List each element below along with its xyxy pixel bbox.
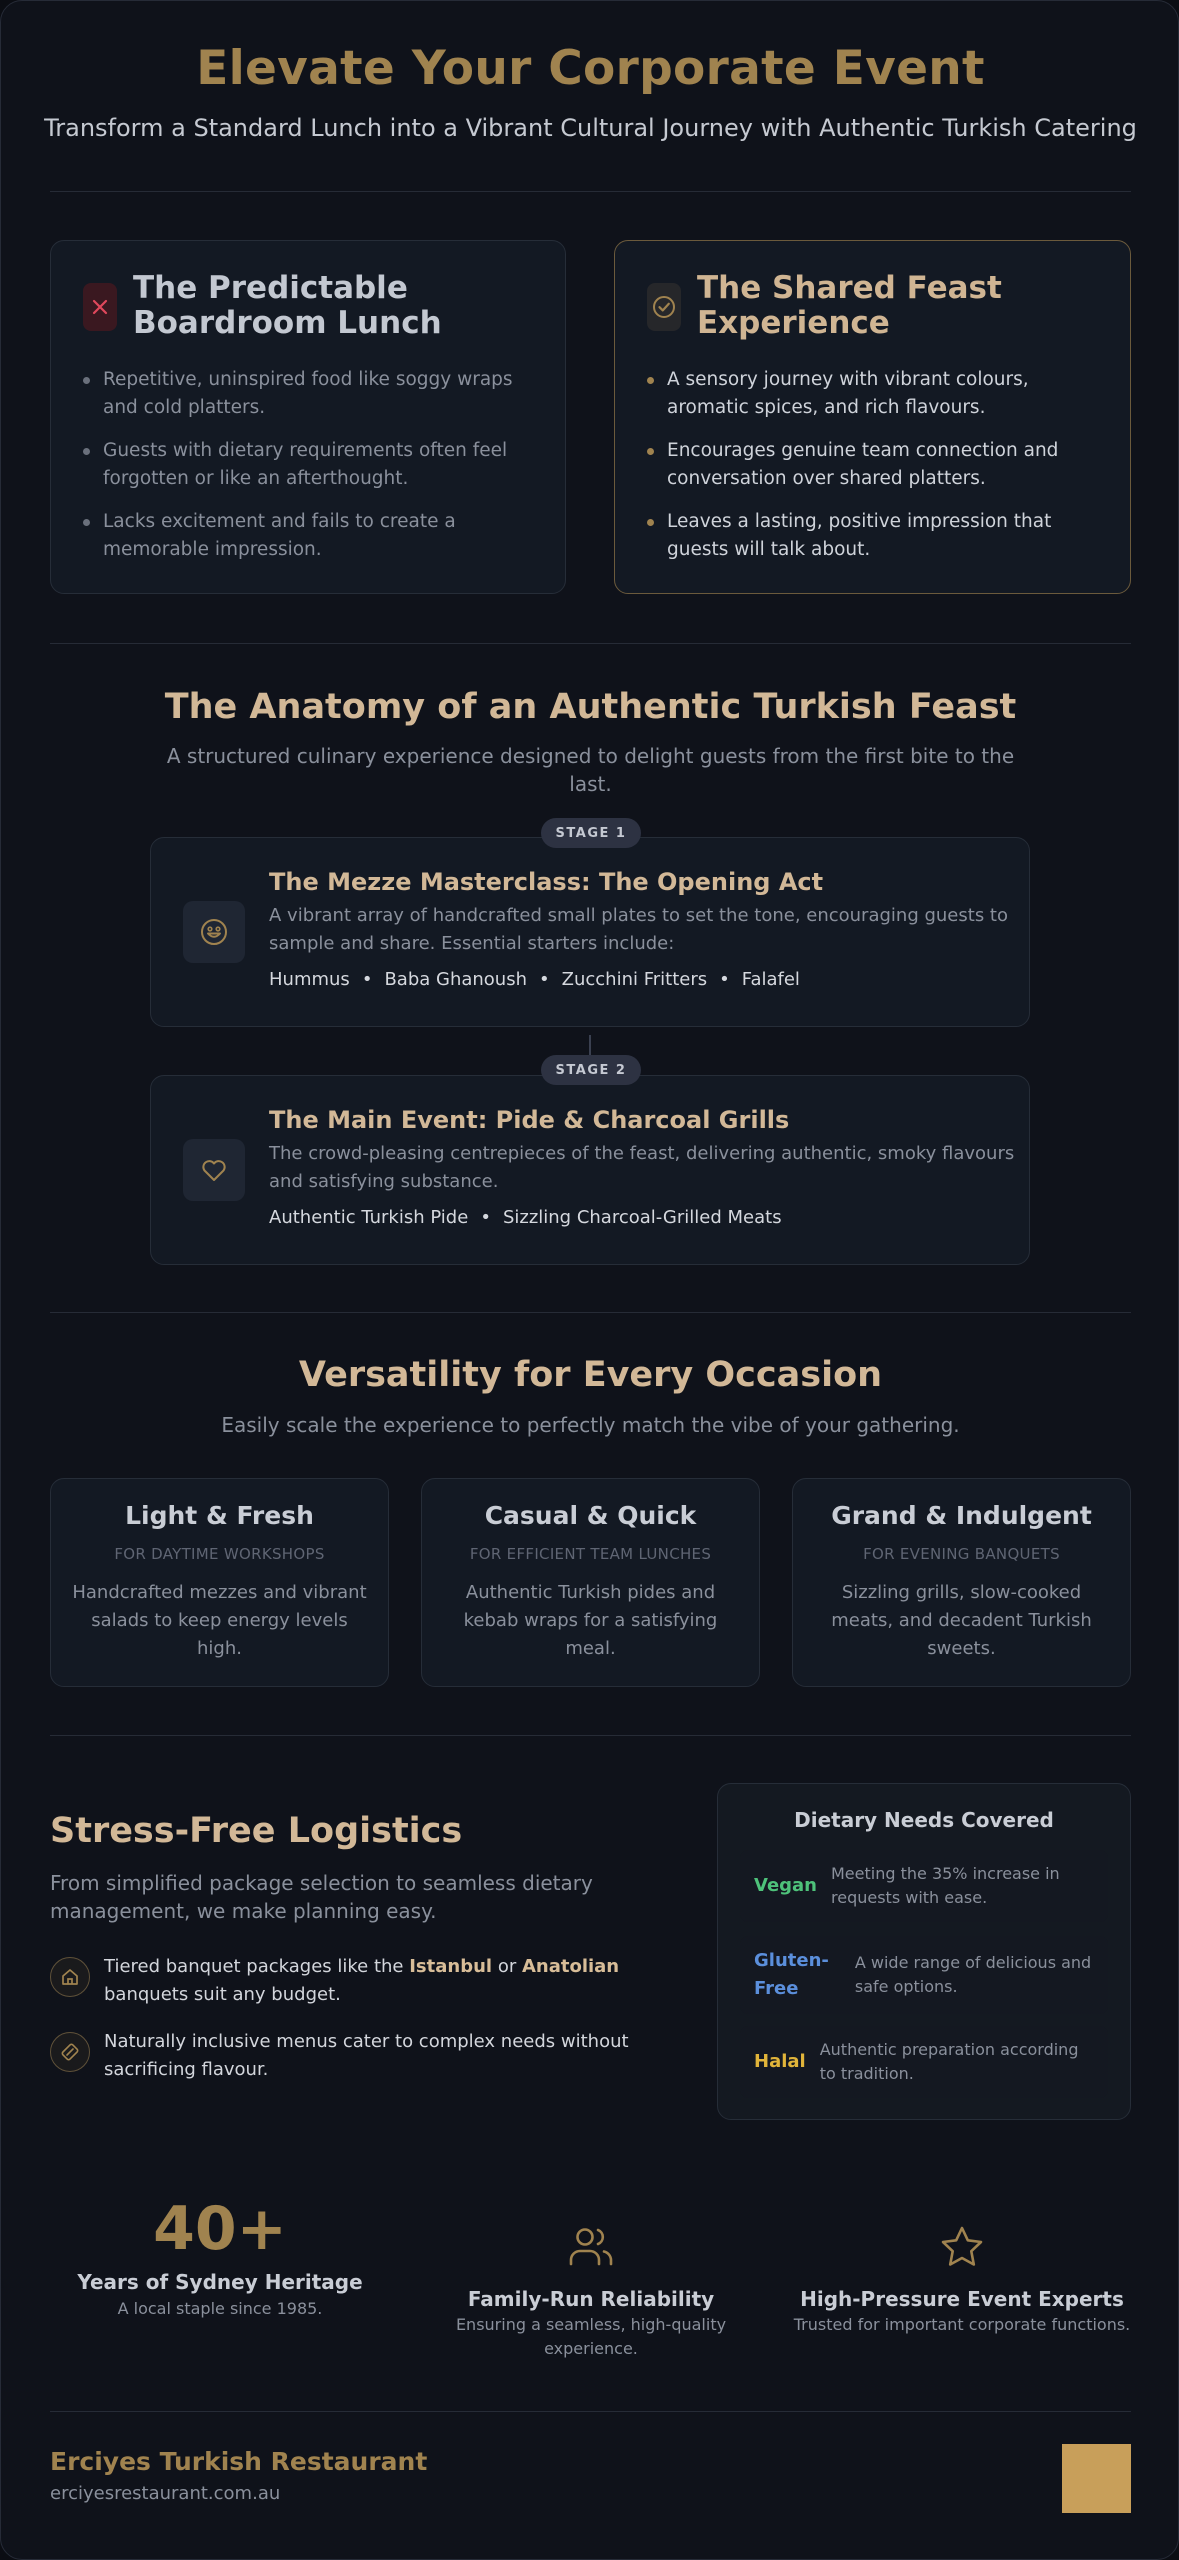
restaurant-name: Erciyes Turkish Restaurant bbox=[50, 2447, 428, 2476]
star-icon bbox=[792, 2225, 1132, 2277]
separator: • bbox=[539, 969, 550, 990]
feature-inclusive bbox=[50, 2028, 670, 2084]
occasion-card-grand bbox=[792, 1478, 1131, 1687]
stage-items bbox=[269, 969, 800, 990]
occasion-tag: FOR EFFICIENT TEAM LUNCHES bbox=[469, 1545, 712, 1563]
stat-heritage bbox=[50, 2194, 390, 2321]
before-points bbox=[83, 366, 537, 579]
dietary-description: Meeting the 35% increase in requests with ease. bbox=[831, 1864, 1060, 1907]
dietary-title: Dietary Needs Covered bbox=[794, 1808, 1054, 1832]
feature-packages bbox=[50, 1953, 670, 2009]
heart-icon bbox=[183, 1139, 245, 1201]
list-item: A sensory journey with vibrant colours, aromatic spices, and rich flavours. bbox=[647, 366, 1102, 422]
stat-label: High-Pressure Event Experts bbox=[800, 2287, 1124, 2311]
occasion-title: Grand & Indulgent bbox=[831, 1501, 1092, 1530]
separator: • bbox=[480, 1207, 491, 1228]
stat-family bbox=[421, 2225, 761, 2361]
logo-square bbox=[1062, 2444, 1131, 2513]
stage-card-1 bbox=[150, 837, 1030, 1027]
divider bbox=[50, 1735, 1131, 1736]
stage-1-pill: STAGE 1 bbox=[541, 818, 641, 848]
occasion-card-casual bbox=[421, 1478, 760, 1687]
stat-number: 40+ bbox=[153, 2194, 287, 2264]
dietary-row-halal bbox=[740, 2026, 1108, 2098]
menu-item: Falafel bbox=[741, 969, 800, 990]
divider bbox=[50, 2411, 1131, 2412]
list-item: Encourages genuine team connection and conversation over shared platters. bbox=[647, 437, 1102, 493]
logistics-title: Stress-Free Logistics bbox=[50, 1811, 463, 1851]
feature-text: Naturally inclusive menus cater to complex needs without sacrificing flavour. bbox=[104, 2031, 629, 2080]
occasion-description: Authentic Turkish pides and kebab wraps for a satisfying meal. bbox=[463, 1582, 718, 1659]
after-points bbox=[647, 366, 1102, 579]
dietary-name: Halal bbox=[754, 2051, 806, 2072]
anatomy-subtitle: A structured culinary experience designed to delight guests from the first bite to the last. bbox=[166, 744, 1015, 796]
list-item: Lacks excitement and fails to create a memorable impression. bbox=[83, 508, 537, 564]
after-card bbox=[614, 240, 1131, 594]
home-icon bbox=[50, 1957, 90, 1997]
logistics-subtitle: From simplified package selection to seamless dietary management, we make planning easy. bbox=[50, 1871, 593, 1923]
header bbox=[1, 41, 1179, 142]
after-title: The Shared Feast Experience bbox=[697, 270, 1002, 341]
stat-subtext: Ensuring a seamless, high-quality experience. bbox=[455, 2315, 727, 2358]
stat-subtext: Trusted for important corporate functions. bbox=[793, 2315, 1131, 2334]
menu-item: Sizzling Charcoal-Grilled Meats bbox=[502, 1207, 782, 1228]
stage-items bbox=[269, 1207, 782, 1228]
separator: • bbox=[361, 969, 373, 990]
dietary-description: A wide range of delicious and safe options. bbox=[854, 1953, 1092, 1996]
occasion-card-light bbox=[50, 1478, 389, 1687]
page-subtitle: Transform a Standard Lunch into a Vibrant Cultural Journey with Authentic Turkish Catering bbox=[44, 114, 1137, 142]
divider bbox=[50, 191, 1131, 192]
check-circle-icon bbox=[647, 283, 681, 331]
tag-icon bbox=[50, 2032, 90, 2072]
dietary-name: Vegan bbox=[754, 1875, 817, 1896]
occasion-tag: FOR EVENING BANQUETS bbox=[863, 1545, 1060, 1563]
stage-title: The Main Event: Pide & Charcoal Grills bbox=[269, 1106, 790, 1134]
stage-2-pill: STAGE 2 bbox=[541, 1055, 641, 1085]
stage-title: The Mezze Masterclass: The Opening Act bbox=[269, 868, 824, 896]
users-icon bbox=[421, 2225, 761, 2277]
dietary-row-vegan bbox=[740, 1850, 1108, 1922]
menu-item: Baba Ghanoush bbox=[384, 969, 527, 990]
stage-description: The crowd-pleasing centrepieces of the feast, delivering authentic, smoky flavours and satisfying substance. bbox=[269, 1143, 1015, 1192]
stat-subtext: A local staple since 1985. bbox=[117, 2299, 323, 2318]
menu-item: Hummus bbox=[269, 969, 350, 990]
dietary-name: Gluten- Free bbox=[754, 1950, 829, 1999]
anatomy-title: The Anatomy of an Authentic Turkish Feast bbox=[164, 687, 1017, 727]
versatility-title: Versatility for Every Occasion bbox=[298, 1355, 883, 1395]
before-title: The Predictable Boardroom Lunch bbox=[133, 270, 442, 341]
stat-experts bbox=[792, 2225, 1132, 2337]
before-card bbox=[50, 240, 566, 594]
stat-label: Family-Run Reliability bbox=[467, 2287, 715, 2311]
stage-connector bbox=[589, 1035, 591, 1057]
divider bbox=[50, 1312, 1131, 1313]
stat-label: Years of Sydney Heritage bbox=[77, 2270, 363, 2294]
occasion-title: Casual & Quick bbox=[484, 1501, 697, 1530]
close-icon bbox=[83, 283, 117, 331]
list-item: Repetitive, uninspired food like soggy wraps and cold platters. bbox=[83, 366, 537, 422]
list-item: Leaves a lasting, positive impression that guests will talk about. bbox=[647, 508, 1102, 564]
divider bbox=[50, 643, 1131, 644]
versatility-subtitle: Easily scale the experience to perfectly match the vibe of your gathering. bbox=[221, 1413, 960, 1437]
page-title: Elevate Your Corporate Event bbox=[196, 41, 985, 96]
stage-description: A vibrant array of handcrafted small plates to set the tone, encouraging guests to sample and share. Essential starters include: bbox=[269, 905, 1008, 954]
dietary-card bbox=[717, 1783, 1131, 2120]
list-item: Guests with dietary requirements often feel forgotten or like an afterthought. bbox=[83, 437, 537, 493]
menu-item: Authentic Turkish Pide bbox=[269, 1207, 469, 1228]
feature-text: Tiered banquet packages like the Istanbul or Anatolian banquets suit any budget. bbox=[104, 1956, 620, 2005]
dietary-description: Authentic preparation according to tradition. bbox=[819, 2040, 1079, 2083]
occasion-tag: FOR DAYTIME WORKSHOPS bbox=[114, 1545, 325, 1563]
occasion-description: Sizzling grills, slow-cooked meats, and decadent Turkish sweets. bbox=[831, 1582, 1092, 1659]
menu-item: Zucchini Fritters bbox=[561, 969, 708, 990]
dietary-row-gluten-free bbox=[740, 1936, 1108, 2014]
occasion-description: Handcrafted mezzes and vibrant salads to keep energy levels high. bbox=[72, 1582, 367, 1659]
separator: • bbox=[719, 969, 730, 990]
smile-icon bbox=[183, 901, 245, 963]
occasion-title: Light & Fresh bbox=[125, 1501, 314, 1530]
restaurant-url[interactable]: erciyesrestaurant.com.au bbox=[50, 2483, 281, 2504]
stage-card-2 bbox=[150, 1075, 1030, 1265]
